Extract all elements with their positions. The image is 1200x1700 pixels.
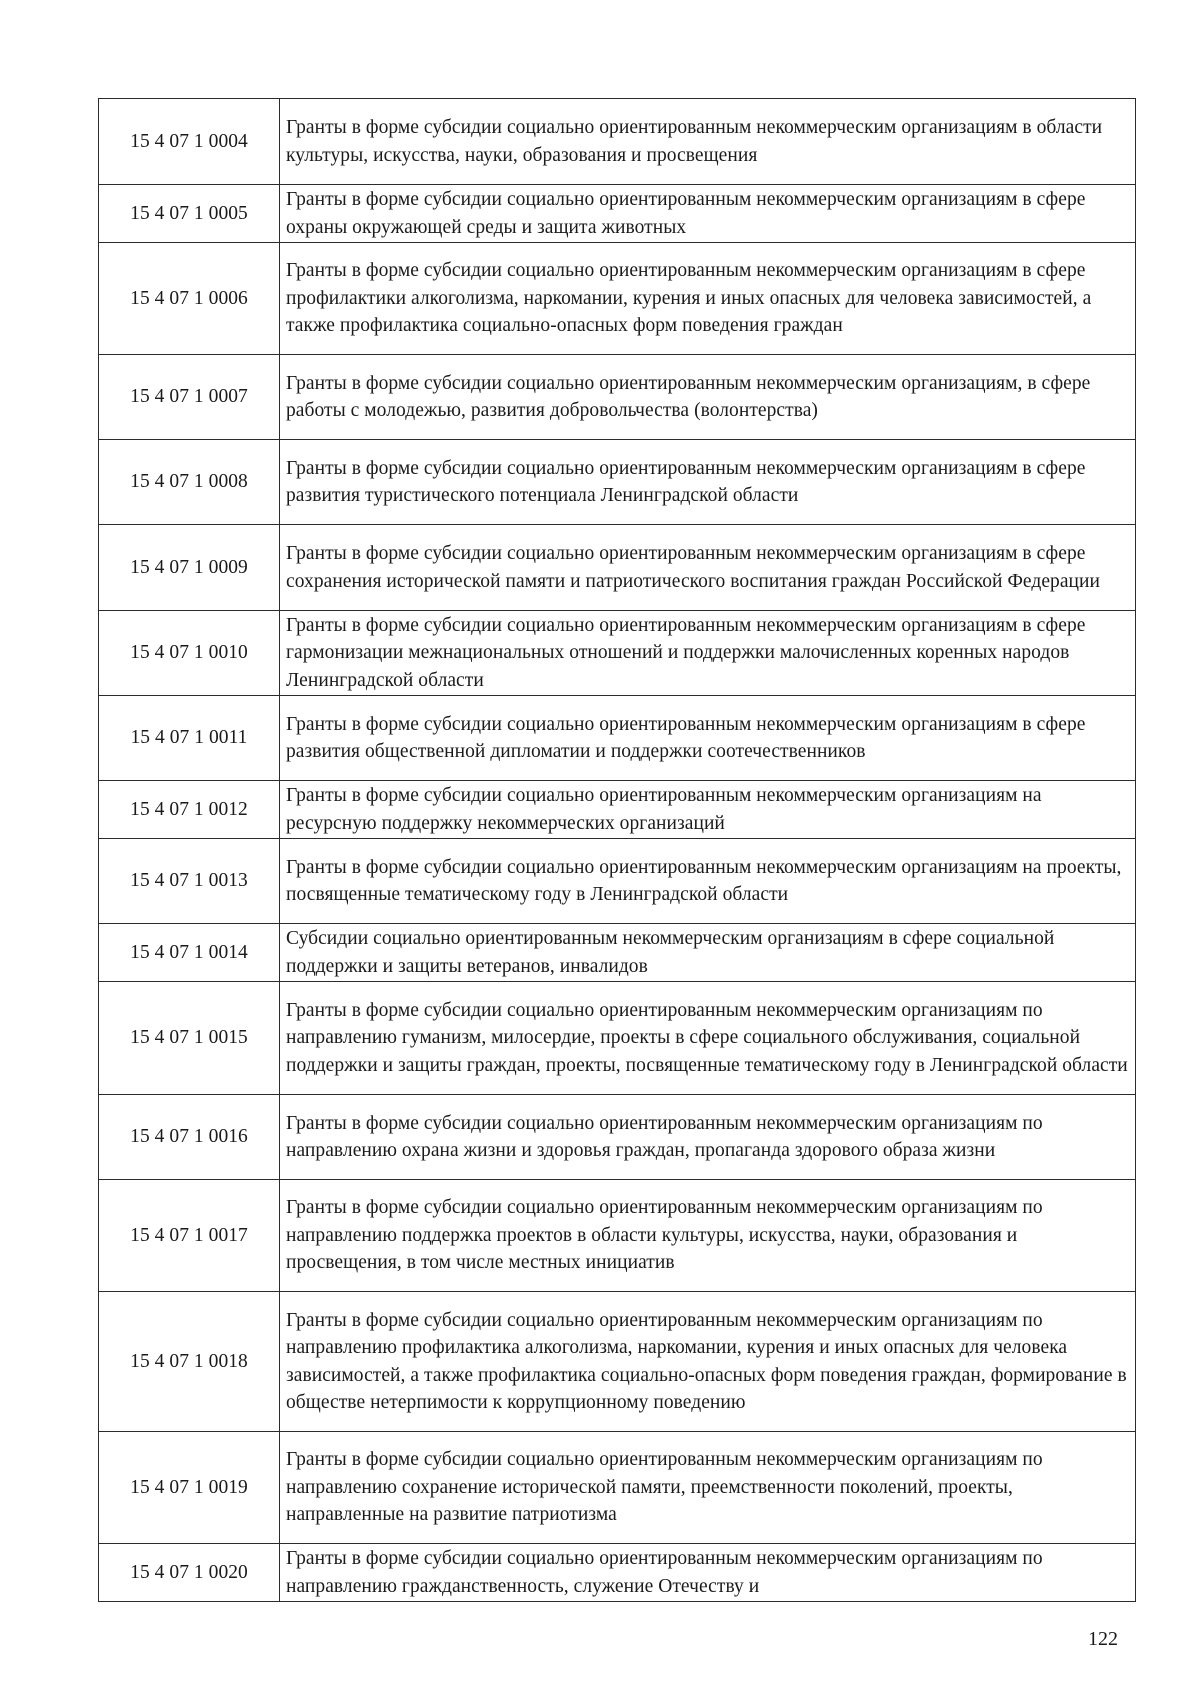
description-cell: Гранты в форме субсидии социально ориентированным некоммерческим организациям в сфере развития общественной дипломатии и поддержки соотечественников bbox=[280, 696, 1136, 781]
description-cell: Гранты в форме субсидии социально ориентированным некоммерческим организациям по направлению гражданственность, служение Отечеству и bbox=[280, 1544, 1136, 1602]
code-cell: 15 4 07 1 0006 bbox=[99, 243, 280, 355]
code-cell: 15 4 07 1 0005 bbox=[99, 185, 280, 243]
description-cell: Гранты в форме субсидии социально ориентированным некоммерческим организациям в сфере гармонизации межнациональных отношений и поддержки малочисленных коренных народов Ленинградской области bbox=[280, 611, 1136, 696]
budget-classification-table bbox=[98, 98, 1136, 1602]
table-row bbox=[99, 781, 1136, 839]
code-cell: 15 4 07 1 0014 bbox=[99, 924, 280, 982]
table-row bbox=[99, 839, 1136, 924]
table-row bbox=[99, 99, 1136, 185]
table-row bbox=[99, 1432, 1136, 1544]
page-number: 122 bbox=[1088, 1628, 1118, 1650]
description-cell: Субсидии социально ориентированным некоммерческим организациям в сфере социальной поддержки и защиты ветеранов, инвалидов bbox=[280, 924, 1136, 982]
code-cell: 15 4 07 1 0018 bbox=[99, 1292, 280, 1432]
description-cell: Гранты в форме субсидии социально ориентированным некоммерческим организациям в сфере охраны окружающей среды и защита животных bbox=[280, 185, 1136, 243]
table-row bbox=[99, 440, 1136, 525]
description-cell: Гранты в форме субсидии социально ориентированным некоммерческим организациям по направлению гуманизм, милосердие, проекты в сфере социального обслуживания, социальной поддержки и защиты граждан, проекты, посвященные тематическому году в Ленинградской области bbox=[280, 982, 1136, 1095]
description-cell: Гранты в форме субсидии социально ориентированным некоммерческим организациям в сфере сохранения исторической памяти и патриотического воспитания граждан Российской Федерации bbox=[280, 525, 1136, 611]
table-row bbox=[99, 696, 1136, 781]
table-row bbox=[99, 185, 1136, 243]
code-cell: 15 4 07 1 0015 bbox=[99, 982, 280, 1095]
code-cell: 15 4 07 1 0020 bbox=[99, 1544, 280, 1602]
description-cell: Гранты в форме субсидии социально ориентированным некоммерческим организациям, в сфере работы с молодежью, развития добровольчества (волонтерства) bbox=[280, 355, 1136, 440]
description-cell: Гранты в форме субсидии социально ориентированным некоммерческим организациям по направлению сохранение исторической памяти, преемственности поколений, проекты, направленные на развитие патриотизма bbox=[280, 1432, 1136, 1544]
table-row bbox=[99, 1292, 1136, 1432]
code-cell: 15 4 07 1 0013 bbox=[99, 839, 280, 924]
description-cell: Гранты в форме субсидии социально ориентированным некоммерческим организациям в сфере развития туристического потенциала Ленинградской области bbox=[280, 440, 1136, 525]
description-cell: Гранты в форме субсидии социально ориентированным некоммерческим организациям на ресурсную поддержку некоммерческих организаций bbox=[280, 781, 1136, 839]
table-row bbox=[99, 525, 1136, 611]
description-cell: Гранты в форме субсидии социально ориентированным некоммерческим организациям по направлению поддержка проектов в области культуры, искусства, науки, образования и просвещения, в том числе местных инициатив bbox=[280, 1180, 1136, 1292]
table-row bbox=[99, 1095, 1136, 1180]
code-cell: 15 4 07 1 0010 bbox=[99, 611, 280, 696]
table-body bbox=[99, 99, 1136, 1602]
table-row bbox=[99, 243, 1136, 355]
description-cell: Гранты в форме субсидии социально ориентированным некоммерческим организациям на проекты, посвященные тематическому году в Ленинградской области bbox=[280, 839, 1136, 924]
table-row bbox=[99, 982, 1136, 1095]
code-cell: 15 4 07 1 0011 bbox=[99, 696, 280, 781]
code-cell: 15 4 07 1 0004 bbox=[99, 99, 280, 185]
code-cell: 15 4 07 1 0009 bbox=[99, 525, 280, 611]
table-row bbox=[99, 355, 1136, 440]
description-cell: Гранты в форме субсидии социально ориентированным некоммерческим организациям по направлению профилактика алкоголизма, наркомании, курения и иных опасных для человека зависимостей, а также профилактика социально-опасных форм поведения граждан, формирование в обществе нетерпимости к коррупционному поведению bbox=[280, 1292, 1136, 1432]
code-cell: 15 4 07 1 0017 bbox=[99, 1180, 280, 1292]
description-cell: Гранты в форме субсидии социально ориентированным некоммерческим организациям в сфере профилактики алкоголизма, наркомании, курения и иных опасных для человека зависимостей, а также профилактика социально-опасных форм поведения граждан bbox=[280, 243, 1136, 355]
code-cell: 15 4 07 1 0012 bbox=[99, 781, 280, 839]
table-row bbox=[99, 1544, 1136, 1602]
code-cell: 15 4 07 1 0007 bbox=[99, 355, 280, 440]
code-cell: 15 4 07 1 0008 bbox=[99, 440, 280, 525]
description-cell: Гранты в форме субсидии социально ориентированным некоммерческим организациям в области культуры, искусства, науки, образования и просвещения bbox=[280, 99, 1136, 185]
table-row bbox=[99, 1180, 1136, 1292]
table-row bbox=[99, 611, 1136, 696]
description-cell: Гранты в форме субсидии социально ориентированным некоммерческим организациям по направлению охрана жизни и здоровья граждан, пропаганда здорового образа жизни bbox=[280, 1095, 1136, 1180]
code-cell: 15 4 07 1 0016 bbox=[99, 1095, 280, 1180]
table-row bbox=[99, 924, 1136, 982]
code-cell: 15 4 07 1 0019 bbox=[99, 1432, 280, 1544]
